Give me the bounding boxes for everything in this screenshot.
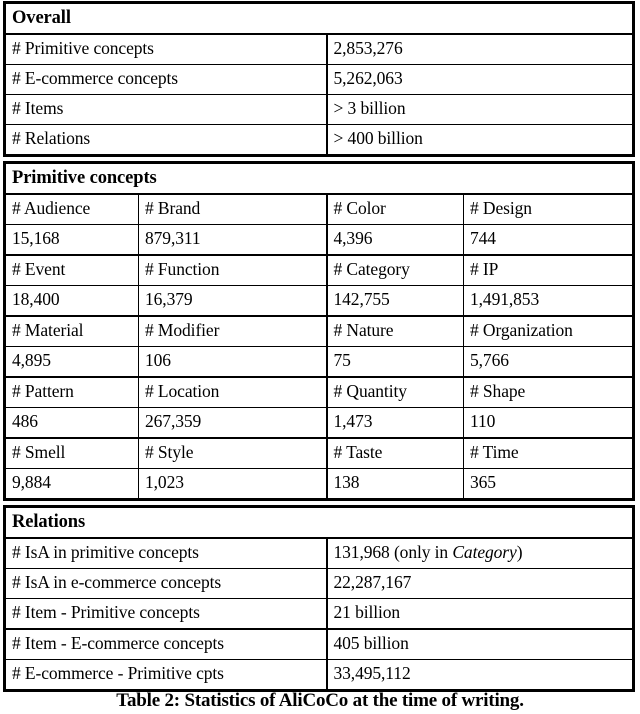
table-row <box>5 65 634 95</box>
section-separator <box>5 156 634 163</box>
row-label-item-ecommerce: # Item - E-commerce concepts <box>5 629 327 660</box>
section-header-row-primitive-concepts <box>5 163 634 195</box>
table-row <box>5 194 634 225</box>
section-separator-rule <box>5 500 634 507</box>
grid-label: # Design <box>464 194 634 225</box>
grid-label: # Style <box>139 438 327 469</box>
grid-value: 486 <box>5 408 139 439</box>
grid-label: # Color <box>327 194 464 225</box>
section-header-row-overall <box>5 3 634 35</box>
table-caption: Table 2: Statistics of AliCoCo at the time of writing. <box>116 690 524 711</box>
table-row <box>5 438 634 469</box>
grid-label: # Pattern <box>5 377 139 408</box>
row-label-relations: # Relations <box>5 125 327 156</box>
row-label-items: # Items <box>5 95 327 125</box>
grid-value: 18,400 <box>5 286 139 317</box>
row-value-ecommerce-concepts: 5,262,063 <box>327 65 634 95</box>
table-row <box>5 569 634 599</box>
table-row <box>5 34 634 65</box>
row-value-item-primitive: 21 billion <box>327 599 634 630</box>
grid-label: # IP <box>464 255 634 286</box>
row-value-isa-primitive-tail: ) <box>516 542 523 563</box>
table-row <box>5 225 634 256</box>
grid-value: 1,491,853 <box>464 286 634 317</box>
row-value-primitive-concepts: 2,853,276 <box>327 34 634 65</box>
row-label-isa-primitive: # IsA in primitive concepts <box>5 538 327 569</box>
grid-value: 744 <box>464 225 634 256</box>
grid-value: 16,379 <box>139 286 327 317</box>
table-row <box>5 316 634 347</box>
grid-label: # Event <box>5 255 139 286</box>
grid-label: # Shape <box>464 377 634 408</box>
grid-label: # Quantity <box>327 377 464 408</box>
table-row <box>5 538 634 569</box>
grid-value: 1,473 <box>327 408 464 439</box>
table-row <box>5 469 634 500</box>
row-value-ecommerce-primitive: 33,495,112 <box>327 660 634 691</box>
grid-value: 110 <box>464 408 634 439</box>
grid-label: # Nature <box>327 316 464 347</box>
grid-value: 9,884 <box>5 469 139 500</box>
grid-label: # Time <box>464 438 634 469</box>
grid-label: # Taste <box>327 438 464 469</box>
row-value-item-ecommerce: 405 billion <box>327 629 634 660</box>
row-label-ecommerce-concepts: # E-commerce concepts <box>5 65 327 95</box>
grid-value: 879,311 <box>139 225 327 256</box>
grid-label: # Audience <box>5 194 139 225</box>
table-row <box>5 347 634 378</box>
row-value-items: > 3 billion <box>327 95 634 125</box>
grid-value: 75 <box>327 347 464 378</box>
table-row <box>5 255 634 286</box>
row-label-primitive-concepts: # Primitive concepts <box>5 34 327 65</box>
section-header-relations: Relations <box>5 507 634 539</box>
statistics-table-container <box>3 1 632 692</box>
table-row <box>5 286 634 317</box>
grid-value: 106 <box>139 347 327 378</box>
section-separator <box>5 500 634 507</box>
table-row <box>5 629 634 660</box>
table-row <box>5 95 634 125</box>
section-header-primitive-concepts: Primitive concepts <box>5 163 634 195</box>
row-label-isa-ecommerce: # IsA in e-commerce concepts <box>5 569 327 599</box>
table-row <box>5 660 634 691</box>
grid-label: # Category <box>327 255 464 286</box>
row-value-isa-ecommerce: 22,287,167 <box>327 569 634 599</box>
row-label-ecommerce-primitive: # E-commerce - Primitive cpts <box>5 660 327 691</box>
statistics-table <box>3 1 635 692</box>
table-row <box>5 408 634 439</box>
table-row <box>5 599 634 630</box>
row-value-relations: > 400 billion <box>327 125 634 156</box>
grid-value: 15,168 <box>5 225 139 256</box>
row-value-isa-primitive-text: 131,968 (only in <box>333 542 453 563</box>
table-row <box>5 377 634 408</box>
row-value-isa-primitive <box>327 538 634 569</box>
grid-label: # Organization <box>464 316 634 347</box>
grid-value: 267,359 <box>139 408 327 439</box>
grid-label: # Function <box>139 255 327 286</box>
row-value-isa-primitive-italic: Category <box>452 542 517 563</box>
grid-label: # Smell <box>5 438 139 469</box>
grid-label: # Brand <box>139 194 327 225</box>
grid-label: # Location <box>139 377 327 408</box>
section-separator-rule <box>5 156 634 163</box>
grid-value: 5,766 <box>464 347 634 378</box>
section-header-row-relations <box>5 507 634 539</box>
grid-label: # Material <box>5 316 139 347</box>
grid-value: 365 <box>464 469 634 500</box>
grid-value: 4,396 <box>327 225 464 256</box>
grid-label: # Modifier <box>139 316 327 347</box>
table-row <box>5 125 634 156</box>
grid-value: 4,895 <box>5 347 139 378</box>
grid-value: 138 <box>327 469 464 500</box>
grid-value: 1,023 <box>139 469 327 500</box>
section-header-overall: Overall <box>5 3 634 35</box>
grid-value: 142,755 <box>327 286 464 317</box>
row-label-item-primitive: # Item - Primitive concepts <box>5 599 327 630</box>
